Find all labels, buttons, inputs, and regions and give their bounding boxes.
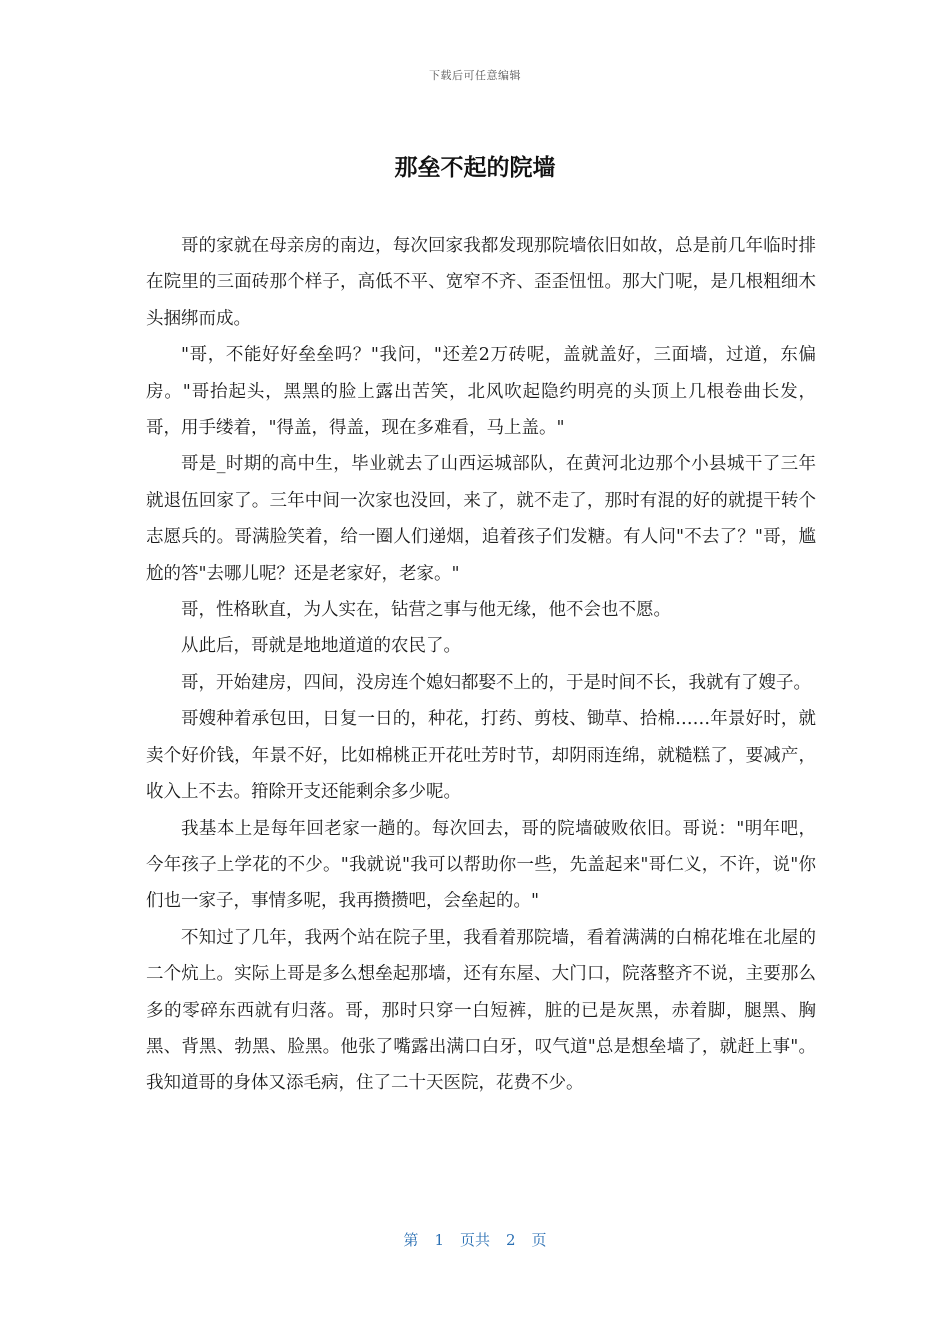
document-title: 那垒不起的院墙 <box>394 155 556 181</box>
paragraph: 我基本上是每年回老家一趟的。每次回去，哥的院墙破败依旧。哥说："明年吧，今年孩子上学花的不少。"我就说"我可以帮助你一些，先盖起来"哥仁义，不许，说"你们也一家子，事情多呢，我再攒攒吧，会垒起的。" <box>146 818 816 912</box>
current-page-number: 1 <box>434 1231 444 1249</box>
paragraph: 哥，性格耿直，为人实在，钻营之事与他无缘，他不会也不愿。 <box>181 600 671 621</box>
paragraph: 哥，开始建房，四间，没房连个媳妇都娶不上的，于是时间不长，我就有了嫂子。 <box>181 672 811 693</box>
paragraph: "哥，不能好好垒垒吗？"我问，"还差2万砖呢，盖就盖好，三面墙，过道，东偏房。"哥抬起头，黑黑的脸上露出苦笑，北风吹起隐约明亮的头顶上几根卷曲长发，哥，用手缕着，"得盖，得盖，现在多难看，马上盖。" <box>146 345 816 439</box>
footer-middle: 页共 <box>459 1231 490 1249</box>
footer-prefix: 第 <box>403 1231 419 1249</box>
document-body <box>146 228 816 1102</box>
paragraph: 不知过了几年，我两个站在院子里，我看着那院墙，看着满满的白棉花堆在北屋的二个炕上。实际上哥是多么想垒起那墙，还有东屋、大门口，院落整齐不说，主要那么多的零碎东西就有归落。哥，那时只穿一白短裤，脏的已是灰黑，赤着脚，腿黑、胸黑、背黑、勃黑、脸黑。他张了嘴露出满口白牙，叹气道"总是想垒墙了，就赶上事"。我知道哥的身体又添毛病，住了二十天医院，花费不少。 <box>146 927 816 1094</box>
header-note: 下载后可任意编辑 <box>429 69 521 82</box>
paragraph: 哥的家就在母亲房的南边，每次回家我都发现那院墙依旧如故，总是前几年临时排在院里的三面砖那个样子，高低不平、宽窄不齐、歪歪忸忸。那大门呢，是几根粗细木头捆绑而成。 <box>146 236 816 329</box>
footer-suffix: 页 <box>531 1231 547 1249</box>
page-footer <box>0 1229 950 1250</box>
total-pages-number: 2 <box>506 1231 516 1249</box>
paragraph: 哥嫂种着承包田，日复一日的，种花，打药、剪枝、锄草、拾棉……年景好时，就卖个好价钱，年景不好，比如棉桃正开花吐芳时节，却阴雨连绵，就糙糕了，要减产，收入上不去。箝除开支还能剩余多少呢。 <box>146 709 816 803</box>
paragraph: 从此后，哥就是地地道道的农民了。 <box>181 636 461 657</box>
paragraph: 哥是_时期的高中生，毕业就去了山西运城部队，在黄河北边那个小县城干了三年就退伍回家了。三年中间一次家也没回，来了，就不走了，那时有混的好的就提干转个志愿兵的。哥满脸笑着，给一圈人们递烟，追着孩子们发糖。有人问"不去了？"哥，尴尬的答"去哪儿呢？还是老家好，老家。" <box>146 454 816 584</box>
